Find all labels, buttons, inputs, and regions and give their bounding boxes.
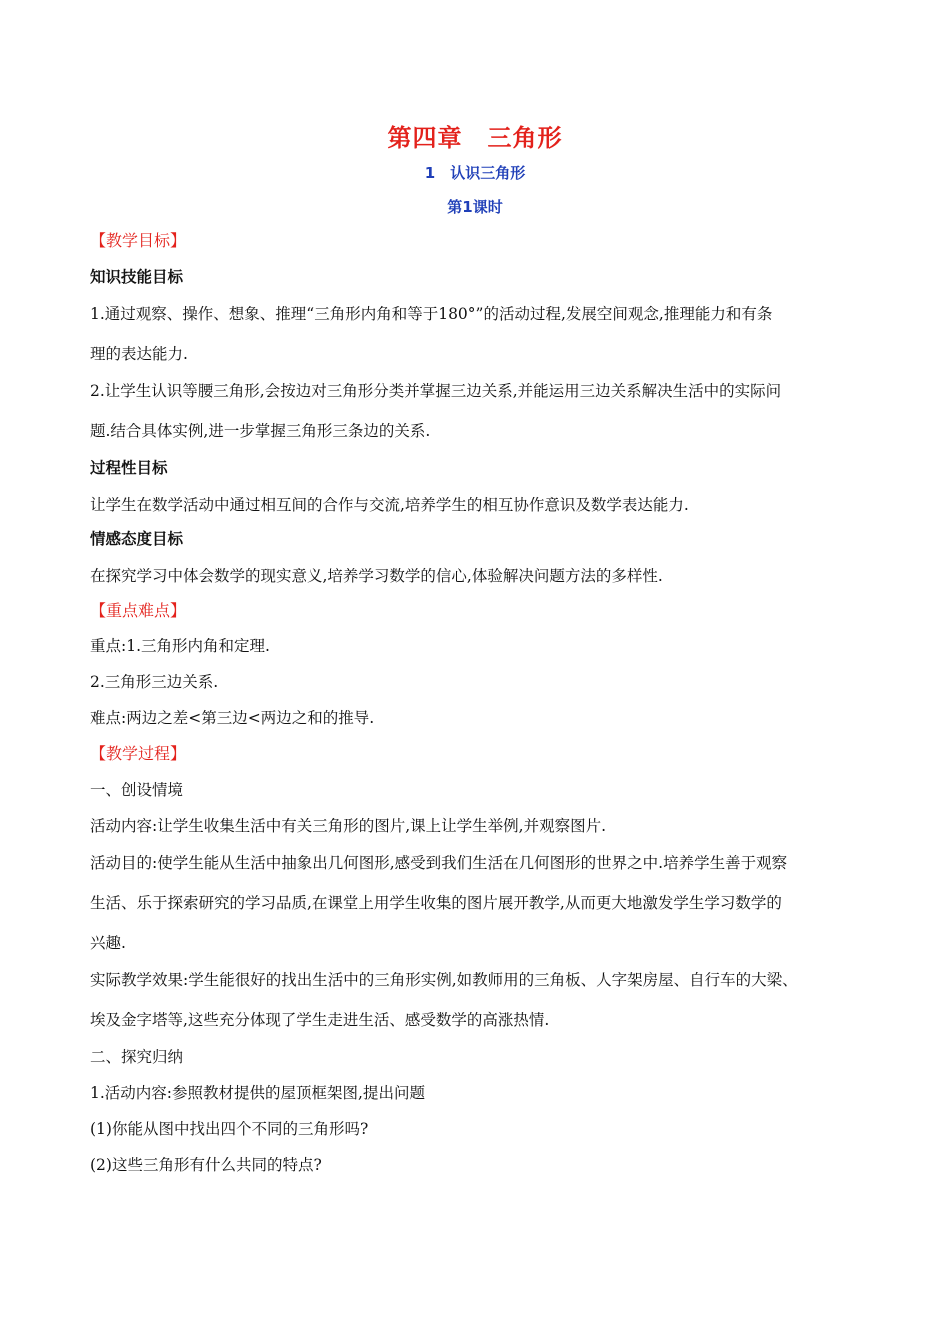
key-points-heading: 【重点难点】 (90, 601, 187, 620)
key-point-2: 2.三角形三边关系. (90, 673, 219, 691)
lesson-title: 第1课时 (447, 198, 503, 216)
knowledge-heading: 知识技能目标 (90, 268, 184, 286)
knowledge-item-2-line-1: 2.让学生认识等腰三角形,会按边对三角形分类并掌握三边关系,并能运用三边关系解决生活中的实际问 (90, 382, 782, 400)
knowledge-item-1-line-2: 理的表达能力. (90, 345, 188, 363)
activity-goal-line-3: 兴趣. (90, 934, 126, 952)
chapter-title: 第四章 三角形 (387, 124, 563, 152)
section-title: 1 认识三角形 (424, 164, 526, 182)
activity-goal-line-1: 活动目的:使学生能从生活中抽象出几何图形,感受到我们生活在几何图形的世界之中.培养学生善于观察 (90, 854, 788, 872)
key-point-1: 重点:1.三角形内角和定理. (90, 637, 270, 655)
emotion-heading: 情感态度目标 (90, 530, 184, 548)
question-1: (1)你能从图中找出四个不同的三角形吗? (90, 1120, 369, 1138)
knowledge-item-1-line-1: 1.通过观察、操作、想象、推理“三角形内角和等于180°”的活动过程,发展空间观念,推理能力和有条 (90, 305, 773, 323)
section-two-heading: 二、探究归纳 (90, 1048, 184, 1066)
emotion-text: 在探究学习中体会数学的现实意义,培养学习数学的信心,体验解决问题方法的多样性. (90, 567, 663, 585)
section-one-heading: 一、创设情境 (90, 781, 184, 799)
activity-2-content: 1.活动内容:参照教材提供的屋顶框架图,提出问题 (90, 1084, 425, 1102)
teaching-process-heading: 【教学过程】 (90, 744, 187, 763)
process-text: 让学生在数学活动中通过相互间的合作与交流,培养学生的相互协作意识及数学表达能力. (90, 496, 689, 514)
question-2: (2)这些三角形有什么共同的特点? (90, 1156, 322, 1174)
knowledge-item-2-line-2: 题.结合具体实例,进一步掌握三角形三条边的关系. (90, 422, 431, 440)
teaching-effect-line-1: 实际教学效果:学生能很好的找出生活中的三角形实例,如教师用的三角板、人字架房屋、自行车的大梁、 (90, 971, 798, 989)
difficulty-text: 难点:两边之差<第三边<两边之和的推导. (90, 709, 375, 727)
process-heading: 过程性目标 (90, 459, 168, 477)
activity-content: 活动内容:让学生收集生活中有关三角形的图片,课上让学生举例,并观察图片. (90, 817, 607, 835)
teaching-effect-line-2: 埃及金字塔等,这些充分体现了学生走进生活、感受数学的高涨热情. (90, 1011, 550, 1029)
teaching-goals-heading: 【教学目标】 (90, 231, 187, 250)
activity-goal-line-2: 生活、乐于探索研究的学习品质,在课堂上用学生收集的图片展开教学,从而更大地激发学生学习数学的 (90, 894, 782, 912)
